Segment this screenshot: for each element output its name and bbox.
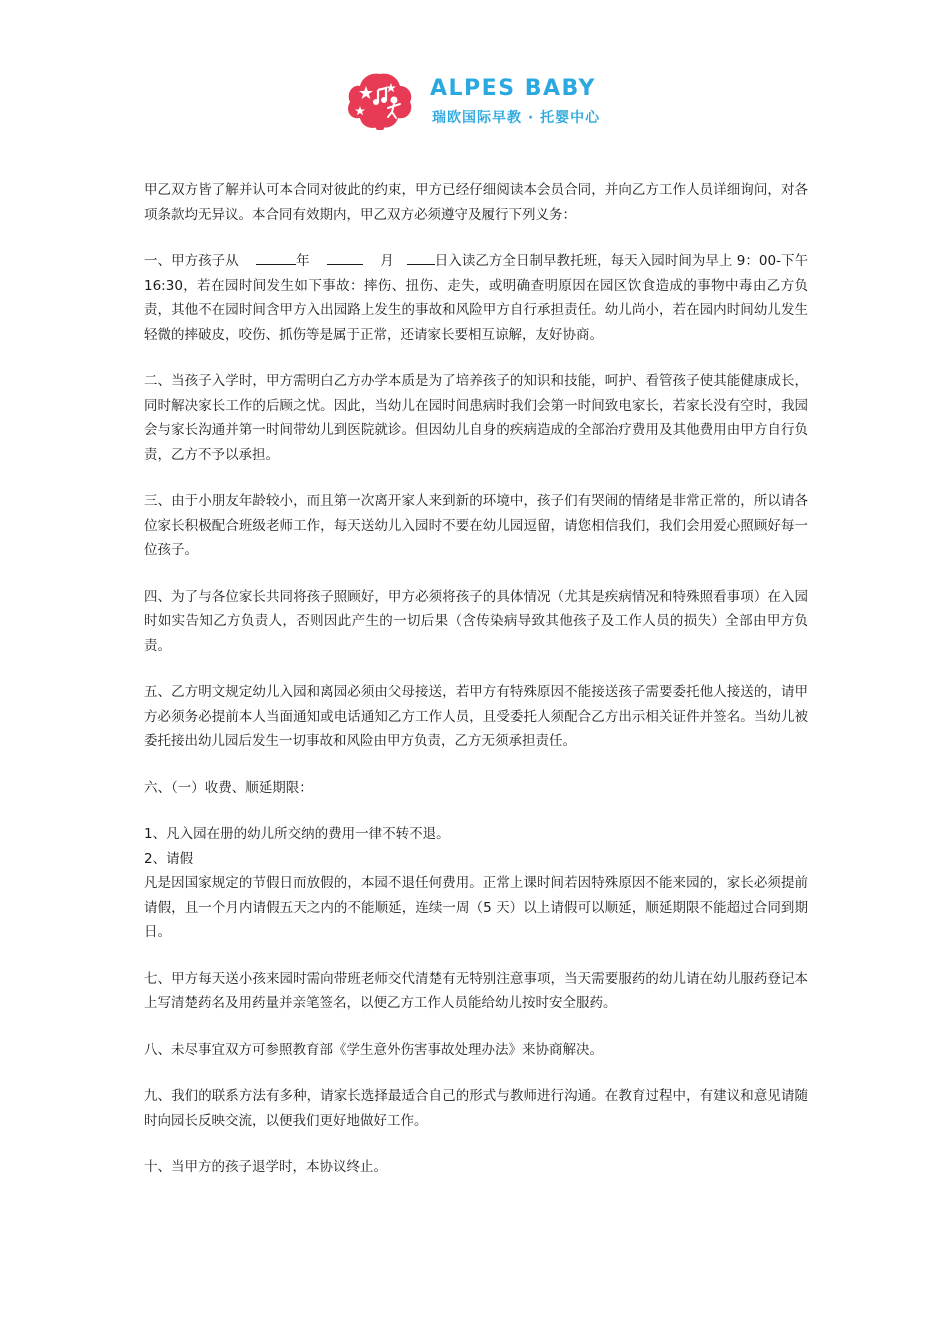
- clause-6-leave-policy: 凡是因国家规定的节假日而放假的，本园不退任何费用。正常上课时间若因特殊原因不能来园的，家长必须提前请假，且一个月内请假五天之内的不能顺延，连续一周（5 天）以上请假可以顺延，顺延期限不能超过合同到期日。: [144, 875, 808, 940]
- clause-6-item-1: 1、凡入园在册的幼儿所交纳的费用一律不转不退。: [144, 826, 450, 842]
- year-blank[interactable]: [256, 250, 296, 265]
- clause-3: 三、由于小朋友年龄较小，而且第一次离开家人来到新的环境中，孩子们有哭闹的情绪是非常正常的，所以请各位家长积极配合班级老师工作，每天送幼儿入园时不要在幼儿园逗留，请您相信我们，我们会用爱心照顾好每一位孩子。: [144, 493, 808, 558]
- contract-body: [144, 178, 808, 1202]
- clause-1-start: 一、甲方孩子从: [144, 253, 239, 269]
- brand-name: ALPES BABY: [430, 76, 596, 101]
- clause-4: 四、为了与各位家长共同将孩子照顾好，甲方必须将孩子的具体情况（尤其是疾病情况和特殊照看事项）在入园时如实告知乙方负责人，否则因此产生的一切后果（含传染病导致其他孩子及工作人员的损失）全部由甲方负责。: [144, 588, 808, 654]
- clause-5: 五、乙方明文规定幼儿入园和离园必须由父母接送，若甲方有特殊原因不能接送孩子需要委托他人接送的，请甲方必须务必提前本人当面通知或电话通知乙方工作人员，且受委托人须配合乙方出示相关证件并签名。当幼儿被委托接出幼儿园后发生一切事故和风险由甲方负责，乙方无须承担责任。: [144, 684, 808, 749]
- clause-1-year-label: 年: [296, 253, 310, 269]
- document-header: [346, 70, 616, 132]
- intro-paragraph: 甲乙双方皆了解并认可本合同对彼此的约束，甲方已经仔细阅读本会员合同，并向乙方工作人员详细询问，对各项条款均无异议。本合同有效期内，甲乙双方必须遵守及履行下列义务：: [144, 182, 808, 223]
- clause-7: 七、甲方每天送小孩来园时需向带班老师交代清楚有无特别注意事项，当天需要服药的幼儿请在幼儿服药登记本上写清楚药名及用药量并亲笔签名，以便乙方工作人员能给幼儿按时安全服药。: [144, 970, 808, 1011]
- clause-1: [144, 249, 808, 347]
- alpes-baby-logo-icon: [346, 70, 414, 132]
- clause-1-month-label: 月: [380, 253, 394, 269]
- day-blank[interactable]: [407, 250, 435, 265]
- clause-2: 二、当孩子入学时，甲方需明白乙方办学本质是为了培养孩子的知识和技能，呵护、看管孩子使其能健康成长，同时解决家长工作的后顾之忧。因此，当幼儿在园时间患病时我们会第一时间致电家长，若家长没有空时，我园会与家长沟通并第一时间带幼儿到医院就诊。但因幼儿自身的疾病造成的全部治疗费用及其他费用由甲方自行负责，乙方不予以承担。: [144, 373, 808, 463]
- brand-subtitle: 瑞欧国际早教 · 托婴中心: [432, 110, 601, 126]
- clause-6: 六、（一）收费、顺延期限：: [144, 779, 313, 796]
- clause-10: 十、当甲方的孩子退学时，本协议终止。: [144, 1159, 387, 1175]
- month-blank[interactable]: [327, 250, 363, 265]
- clause-1-rest: 日入读乙方全日制早教托班，每天入园时间为早上 9：00-下午16:30，若在园时间发生如下事故：摔伤、扭伤、走失，或明确查明原因在园区饮食造成的事物中毒由乙方负责，其他不在园时间含甲方入出园路上发生的事故和风险甲方自行承担责任。幼儿尚小，若在园内时间幼儿发生轻微的摔破皮，咬伤、抓伤等是属于正常，还请家长要相互谅解，友好协商。: [144, 253, 809, 343]
- clause-9: 九、我们的联系方法有多种，请家长选择最适合自己的形式与教师进行沟通。在教育过程中，有建议和意见请随时向园长反映交流，以便我们更好地做好工作。: [144, 1088, 808, 1129]
- clause-6-item-2: 2、请假: [144, 850, 194, 867]
- clause-8: 八、未尽事宜双方可参照教育部《学生意外伤害事故处理办法》来协商解决。: [144, 1041, 603, 1058]
